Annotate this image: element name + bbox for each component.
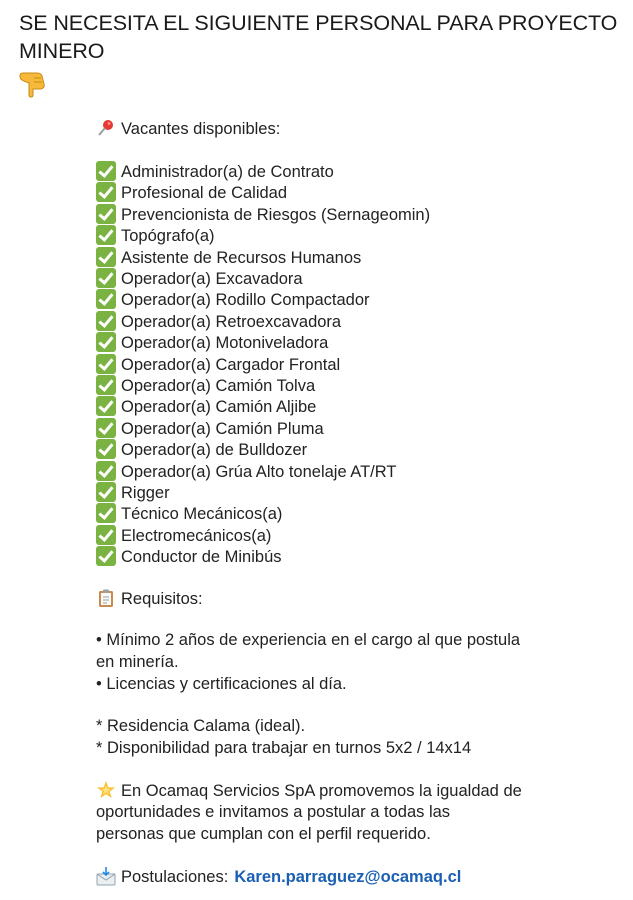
check-mark-icon — [96, 503, 116, 523]
vacancy-label: Operador(a) Camión Tolva — [121, 377, 316, 395]
vacancy-label: Operador(a) Cargador Frontal — [121, 355, 341, 374]
vacancy-item — [96, 311, 341, 333]
equality-text: En Ocamaq Servicios SpA promovemos la igualdad de — [121, 782, 522, 800]
vacancy-item — [96, 247, 361, 269]
equality-line: personas que cumplan con el perfil requerido. — [96, 825, 431, 843]
check-mark-icon — [96, 289, 116, 309]
pointing-down-hand-icon — [17, 70, 47, 98]
vacancy-label: Operador(a) Rodillo Compactador — [121, 291, 370, 310]
vacancy-item — [96, 332, 328, 354]
requirements-header — [96, 588, 203, 610]
post-title: SE NECESITA EL SIGUIENTE PERSONAL PARA PROYECTO MINERO — [19, 11, 618, 63]
vacancy-label: Asistente de Recursos Humanos — [121, 248, 362, 267]
vacancy-item — [96, 289, 370, 311]
vacancy-item — [96, 354, 340, 376]
check-mark-icon — [96, 525, 116, 545]
vacancy-item — [96, 161, 334, 183]
check-mark-icon — [96, 418, 116, 438]
applications-line — [96, 866, 461, 889]
check-mark-icon — [96, 396, 116, 416]
vacancy-label: Conductor de Minibús — [121, 548, 282, 567]
vacancies-header-label: Vacantes disponibles: — [121, 120, 281, 138]
check-mark-icon — [96, 182, 116, 202]
vacancy-item — [96, 461, 396, 483]
check-mark-icon — [96, 354, 116, 374]
vacancy-item — [96, 439, 307, 461]
equality-line: oportunidades e invitamos a postular a todas las — [96, 803, 451, 821]
check-mark-icon — [96, 482, 116, 502]
vacancy-item — [96, 482, 170, 504]
requirement-line: en minería. — [96, 653, 179, 671]
vacancy-label: Rigger — [121, 484, 170, 502]
vacancy-item — [96, 375, 315, 397]
vacancy-item — [96, 204, 430, 226]
vacancy-label: Operador(a) de Bulldozer — [121, 441, 308, 460]
vacancy-label: Operador(a) Camión Aljibe — [121, 398, 317, 417]
check-mark-icon — [96, 311, 116, 331]
vacancy-item — [96, 525, 271, 547]
check-mark-icon — [96, 439, 116, 459]
vacancy-label: Operador(a) Grúa Alto tonelaje AT/RT — [121, 462, 397, 481]
applications-email-link[interactable]: Karen.parraguez@ocamaq.cl — [234, 868, 462, 886]
vacancy-label: Operador(a) Excavadora — [121, 270, 303, 288]
vacancy-item — [96, 546, 282, 568]
clipboard-icon — [96, 588, 116, 608]
vacancy-item — [96, 268, 303, 290]
vacancy-label: Operador(a) Motoniveladora — [121, 334, 329, 353]
vacancy-item — [96, 503, 282, 525]
requirement-line: • Mínimo 2 años de experiencia en el cargo al que postula — [96, 631, 521, 649]
check-mark-icon — [96, 546, 116, 566]
check-mark-icon — [96, 461, 116, 481]
vacancy-label: Administrador(a) de Contrato — [121, 163, 334, 181]
note-line: * Disponibilidad para trabajar en turnos 5x2 / 14x14 — [96, 739, 472, 757]
vacancy-item — [96, 396, 316, 418]
vacancy-item — [96, 182, 287, 204]
vacancy-label: Topógrafo(a) — [121, 227, 215, 246]
pushpin-icon — [96, 118, 116, 138]
check-mark-icon — [96, 332, 116, 352]
vacancy-label: Electromecánicos(a) — [121, 526, 272, 545]
glowing-star-icon — [96, 780, 116, 800]
vacancy-label: Técnico Mecánicos(a) — [121, 505, 283, 524]
vacancy-item — [96, 418, 324, 440]
check-mark-icon — [96, 268, 116, 288]
requirements-header-label: Requisitos: — [121, 590, 203, 608]
note-line: * Residencia Calama (ideal). — [96, 717, 306, 735]
equality-line — [96, 780, 522, 803]
requirement-line: • Licencias y certificaciones al día. — [96, 675, 347, 693]
vacancy-item — [96, 225, 215, 247]
check-mark-icon — [96, 247, 116, 267]
vacancies-header — [96, 118, 280, 140]
vacancy-label: Operador(a) Camión Pluma — [121, 419, 324, 438]
check-mark-icon — [96, 204, 116, 224]
vacancy-label: Prevencionista de Riesgos (Sernageomin) — [121, 205, 431, 224]
check-mark-icon — [96, 225, 116, 245]
applications-label: Postulaciones: — [121, 868, 229, 886]
envelope-with-arrow-icon — [96, 866, 116, 886]
check-mark-icon — [96, 161, 116, 181]
check-mark-icon — [96, 375, 116, 395]
vacancy-label: Operador(a) Retroexcavadora — [121, 312, 342, 331]
vacancy-label: Profesional de Calidad — [121, 184, 288, 203]
